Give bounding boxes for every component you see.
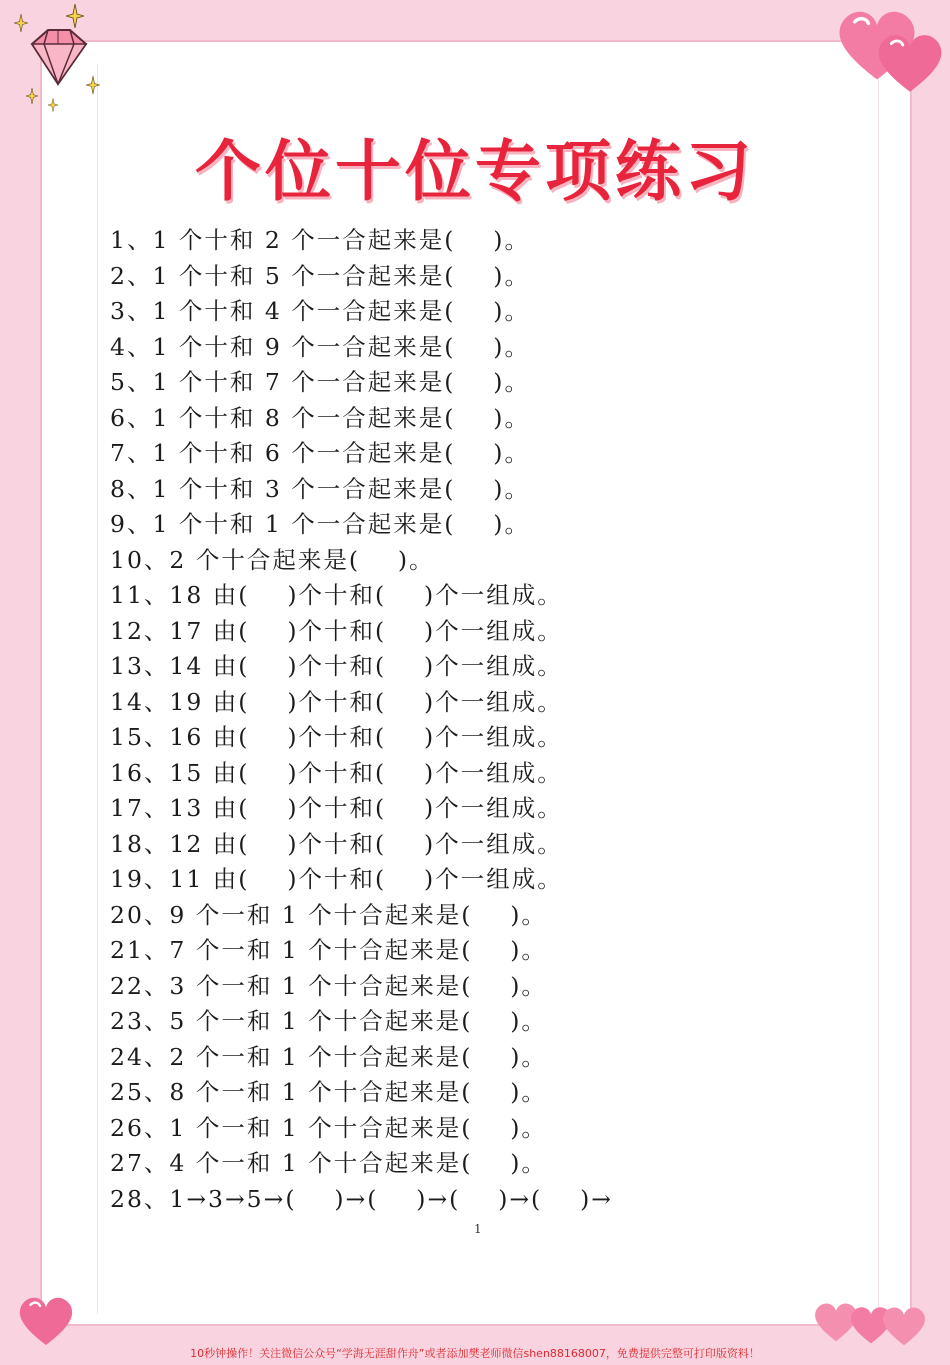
question-18: 18、12 由( )个十和( )个一组成。 bbox=[110, 829, 563, 858]
sparkle-icon bbox=[66, 4, 84, 28]
question-1: 1、1 个十和 2 个一合起来是( )。 bbox=[110, 226, 530, 254]
question-27: 27、4 个一和 1 个十合起来是( )。 bbox=[110, 1149, 547, 1177]
page-number: 1 bbox=[474, 1222, 482, 1236]
question-9: 9、1 个十和 1 个一合起来是( )。 bbox=[110, 510, 530, 538]
question-24: 24、2 个一和 1 个十合起来是( )。 bbox=[110, 1042, 547, 1071]
question-8: 8、1 个十和 3 个一合起来是( )。 bbox=[110, 474, 530, 503]
question-26: 26、1 个一和 1 个十合起来是( )。 bbox=[110, 1113, 547, 1142]
question-13: 13、14 由( )个十和( )个一组成。 bbox=[110, 652, 563, 680]
question-3: 3、1 个十和 4 个一合起来是( )。 bbox=[110, 297, 530, 325]
page-title: 个位十位专项练习 bbox=[195, 133, 755, 210]
sparkle-icon bbox=[14, 14, 28, 32]
question-19: 19、11 由( )个十和( )个一组成。 bbox=[110, 865, 563, 893]
sparkle-icon bbox=[48, 98, 58, 112]
sparkle-icon bbox=[26, 88, 38, 104]
question-28: 28、1→3→5→( )→( )→( )→( )→ bbox=[110, 1184, 613, 1213]
question-7: 7、1 个十和 6 个一合起来是( )。 bbox=[110, 439, 530, 467]
question-22: 22、3 个一和 1 个十合起来是( )。 bbox=[110, 971, 547, 1000]
diamond-icon bbox=[18, 22, 96, 92]
footer-notice: 10秒钟操作！关注微信公众号“学海无涯甜作舟”或者添加樊老师微信shen88168007，免费提供完整可打印版资料！ bbox=[190, 1347, 760, 1360]
heart-icon bbox=[874, 30, 946, 96]
sparkle-icon bbox=[86, 76, 100, 94]
question-4: 4、1 个十和 9 个一合起来是( )。 bbox=[110, 332, 530, 361]
question-list bbox=[110, 223, 870, 1217]
question-5: 5、1 个十和 7 个一合起来是( )。 bbox=[110, 368, 530, 396]
question-21: 21、7 个一和 1 个十合起来是( )。 bbox=[110, 936, 547, 964]
question-6: 6、1 个十和 8 个一合起来是( )。 bbox=[110, 403, 530, 432]
question-2: 2、1 个十和 5 个一合起来是( )。 bbox=[110, 261, 530, 290]
question-11: 11、18 由( )个十和( )个一组成。 bbox=[110, 581, 563, 609]
question-16: 16、15 由( )个十和( )个一组成。 bbox=[110, 758, 563, 787]
question-25: 25、8 个一和 1 个十合起来是( )。 bbox=[110, 1078, 547, 1106]
question-14: 14、19 由( )个十和( )个一组成。 bbox=[110, 687, 563, 716]
question-10: 10、2 个十合起来是( )。 bbox=[110, 545, 435, 574]
heart-icon bbox=[880, 1304, 928, 1348]
heart-icon bbox=[16, 1294, 76, 1348]
question-12: 12、17 由( )个十和( )个一组成。 bbox=[110, 616, 563, 645]
question-23: 23、5 个一和 1 个十合起来是( )。 bbox=[110, 1007, 547, 1035]
question-17: 17、13 由( )个十和( )个一组成。 bbox=[110, 794, 563, 822]
question-15: 15、16 由( )个十和( )个一组成。 bbox=[110, 723, 563, 751]
question-20: 20、9 个一和 1 个十合起来是( )。 bbox=[110, 900, 547, 929]
